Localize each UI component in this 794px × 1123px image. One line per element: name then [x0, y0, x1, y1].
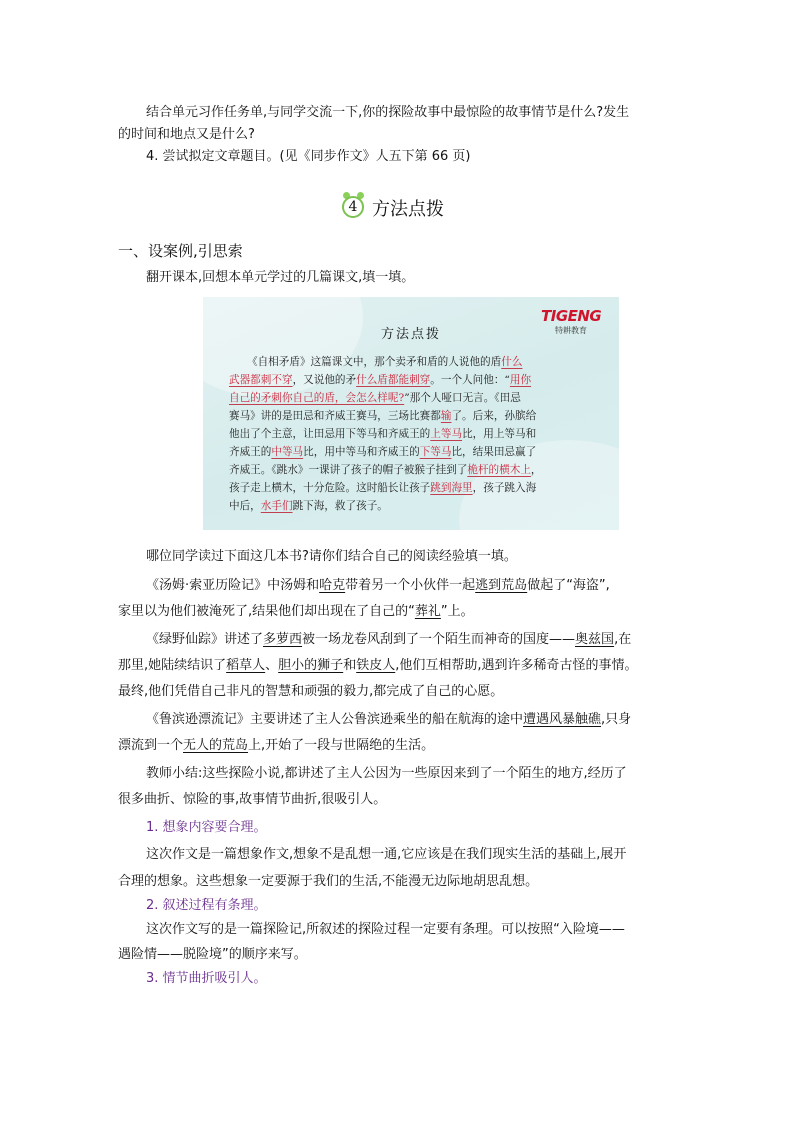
- panel-title: 方法点拨: [380, 327, 441, 342]
- tigeng-logo: TIGENG 特耕教育: [541, 307, 602, 335]
- section-number: 4: [342, 196, 364, 218]
- paragraph-crusoe-1: 《鲁滨逊漂流记》主要讲述了主人公鲁滨逊乘坐的船在航海的途中遭遇风暴触礁,只身: [146, 712, 632, 727]
- paragraph-task-cont: 的时间和地点又是什么?: [118, 127, 255, 142]
- panel-line-8: 孩子走上横木，十分危险。这时船长让孩子跳到海里，孩子跳入海: [229, 482, 537, 494]
- paragraph-crusoe-2: 漂流到一个无人的荒岛上,开始了一段与世隔绝的生活。: [118, 738, 435, 753]
- panel-line-4: 赛马》讲的是田忌和齐威王赛马，三场比赛都输了。后来，孙膑给: [229, 410, 537, 422]
- panel-line-7: 齐威王。《跳水》一课讲了孩子的帽子被猴子挂到了桅杆的横木上，: [229, 464, 542, 476]
- paragraph-task: 结合单元习作任务单,与同学交流一下,你的探险故事中最惊险的故事情节是什么?发生: [146, 105, 630, 120]
- part-heading: 一、设案例,引思索: [118, 242, 243, 260]
- paragraph-point-2-b: 遇险情——脱险境”的顺序来写。: [118, 947, 307, 962]
- paragraph-teacher-summary-1: 教师小结:这些探险小说,都讲述了主人公因为一些原因来到了一个陌生的地方,经历了: [146, 766, 627, 781]
- panel-line-2: 武器都刺不穿，又说他的矛什么盾都能刺穿。一个人问他：“用你: [229, 374, 532, 386]
- paragraph-oz-3: 最终,他们凭借自己非凡的智慧和顽强的毅力,都完成了自己的心愿。: [118, 684, 504, 699]
- paragraph-books-question: 哪位同学读过下面这几本书?请你们结合自己的阅读经验填一填。: [146, 549, 517, 564]
- panel-line-1: 《自相矛盾》这篇课文中，那个卖矛和盾的人说他的盾什么: [247, 356, 523, 368]
- section-number-badge: [342, 192, 368, 220]
- paragraph-oz-1: 《绿野仙踪》讲述了多萝西被一场龙卷风刮到了一个陌生而神奇的国度——奥兹国,在: [146, 632, 632, 647]
- point-2-heading: 2. 叙述过程有条理。: [146, 898, 267, 913]
- method-panel-image: [203, 297, 619, 530]
- section-title: 方法点拨: [372, 199, 444, 220]
- panel-line-3: 自己的矛刺你自己的盾，会怎么样呢?”那个人哑口无言。《田忌: [229, 392, 521, 404]
- part-intro: 翻开课本,回想本单元学过的几篇课文,填一填。: [146, 270, 415, 285]
- paragraph-tom-sawyer-1: 《汤姆·索亚历险记》中汤姆和哈克带着另一个小伙伴一起逃到荒岛做起了“海盗”,: [146, 578, 610, 593]
- paragraph-tom-sawyer-2: 家里以为他们被淹死了,结果他们却出现在了自己的“葬礼”上。: [118, 604, 474, 619]
- point-3-heading: 3. 情节曲折吸引人。: [146, 971, 267, 986]
- paragraph-point-1-b: 合理的想象。这些想象一定要源于我们的生活,不能漫无边际地胡思乱想。: [118, 874, 539, 889]
- point-1-heading: 1. 想象内容要合理。: [146, 820, 267, 835]
- paragraph-teacher-summary-2: 很多曲折、惊险的事,故事情节曲折,很吸引人。: [118, 792, 387, 807]
- panel-line-6: 齐威王的中等马比，用中等马和齐威王的下等马比，结果田忌赢了: [229, 446, 537, 458]
- panel-line-5: 他出了个主意，让田忌用下等马和齐威王的上等马比，用上等马和: [229, 428, 537, 440]
- step-4-text: 4. 尝试拟定文章题目。(见《同步作文》人五下第 66 页): [146, 149, 471, 164]
- paragraph-oz-2: 那里,她陆续结识了稻草人、胆小的狮子和铁皮人,他们互相帮助,遇到许多稀奇古怪的事情。: [118, 658, 638, 673]
- paragraph-point-1-a: 这次作文是一篇想象作文,想象不是乱想一通,它应该是在我们现实生活的基础上,展开: [146, 847, 627, 862]
- panel-line-9: 中后，水手们跳下海，救了孩子。: [229, 500, 388, 512]
- paragraph-point-2-a: 这次作文写的是一篇探险记,所叙述的探险过程一定要有条理。可以按照“入险境——: [146, 922, 625, 937]
